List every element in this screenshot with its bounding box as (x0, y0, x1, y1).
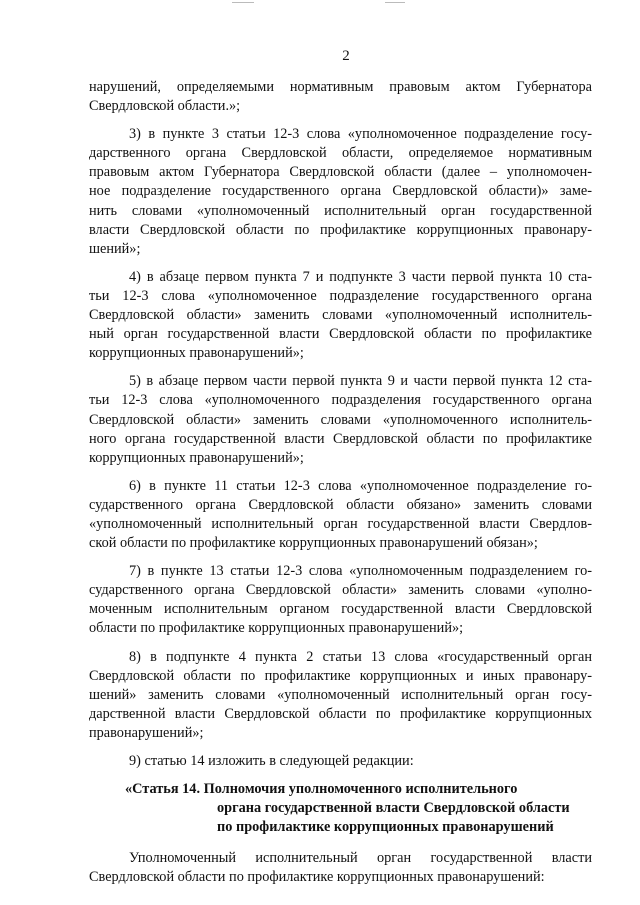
paragraph-line: ного органа государственной власти Свердловской области по профилактике (89, 430, 592, 447)
paragraph-line: 8) в подпункте 4 пункта 2 статьи 13 слова «государственный орган (129, 648, 592, 665)
document-paragraph (89, 125, 592, 259)
paragraph-line: Свердловской области по профилактике коррупционных и иных правонару- (89, 667, 592, 684)
article-heading-line-3: по профилактике коррупционных правонарушений (217, 819, 554, 836)
paragraph-line: Свердловской области» заменить словами «уполномоченный исполнитель- (89, 307, 592, 324)
paragraph-line: нарушений, определяемыми нормативным правовым актом Губернатора (89, 79, 592, 95)
paragraph-line: тьи 12-3 слова «уполномоченного подразделения государственного органа (89, 392, 592, 409)
paragraph-line: 4) в абзаце первом пункта 7 и подпункте 3 части первой пункта 10 ста- (129, 268, 592, 285)
paragraph-line: сударственного органа Свердловской области обязано» заменить словами (89, 496, 592, 513)
scan-artifact-mark (385, 2, 405, 3)
paragraph-line: тьи 12-3 слова «уполномоченное подразделение государственного органа (89, 287, 592, 304)
document-paragraph (89, 477, 592, 553)
paragraph-line: правовым актом Губернатора Свердловской области (далее – уполномочен- (89, 164, 592, 181)
paragraph-line: Свердловской области по профилактике коррупционных правонарушений: (89, 869, 545, 886)
document-paragraph (89, 752, 592, 771)
paragraph-line: дарственного органа Свердловской области, определяемое нормативным (89, 145, 592, 162)
paragraph-line: Свердловской области» заменить словами «уполномоченного исполнитель- (89, 411, 592, 428)
paragraph-line: коррупционных правонарушений»; (89, 345, 304, 362)
document-paragraph (89, 849, 592, 887)
paragraph-list (89, 78, 592, 771)
page-number: 2 (342, 48, 350, 64)
paragraph-line: сударственного органа Свердловской области» заменить словами «уполно- (89, 582, 592, 599)
article-heading-line-1: «Статья 14. Полномочия уполномоченного исполнительного (125, 781, 518, 798)
paragraph-line: 3) в пункте 3 статьи 12-3 слова «уполномоченное подразделение госу- (129, 126, 592, 143)
article-heading-line-2: органа государственной власти Свердловской области (217, 800, 570, 817)
paragraph-line: ской области по профилактике коррупционных правонарушений обязан»; (89, 535, 538, 552)
final-paragraph-container (89, 849, 592, 887)
paragraph-line: Свердловской области.»; (89, 98, 241, 115)
paragraph-line: «уполномоченный исполнительный орган государственной власти Свердлов- (89, 515, 592, 532)
paragraph-line: шений» заменить словами «уполномоченный исполнительный орган госу- (89, 686, 592, 703)
paragraph-line: ное подразделение государственного органа Свердловской области)» заме- (89, 183, 592, 200)
paragraph-line: моченным исполнительным органом государственной власти Свердловской (89, 601, 592, 618)
document-body (89, 78, 592, 897)
paragraph-line: 9) статью 14 изложить в следующей редакции: (129, 753, 414, 769)
paragraph-line: 5) в абзаце первом части первой пункта 9 и части первой пункта 12 ста- (129, 373, 592, 390)
paragraph-line: коррупционных правонарушений»; (89, 449, 304, 466)
paragraph-line: области по профилактике коррупционных правонарушений»; (89, 620, 464, 637)
document-paragraph (89, 78, 592, 116)
paragraph-line: шений»; (89, 240, 141, 257)
paragraph-line: дарственной власти Свердловской области по профилактике коррупционных (89, 705, 592, 722)
scan-artifact-mark (232, 2, 254, 3)
paragraph-line: нить словами «уполномоченный исполнительный орган государственной (89, 202, 592, 219)
paragraph-line: правонарушений»; (89, 724, 204, 741)
paragraph-line: 7) в пункте 13 статьи 12-3 слова «уполномоченным подразделением го- (129, 563, 592, 580)
document-paragraph (89, 268, 592, 363)
article-heading (89, 780, 592, 837)
paragraph-line: Уполномоченный исполнительный орган государственной власти (129, 850, 592, 867)
document-paragraph (89, 648, 592, 743)
paragraph-line: 6) в пункте 11 статьи 12-3 слова «уполномоченное подразделение го- (129, 477, 592, 494)
paragraph-line: власти Свердловской области по профилактике коррупционных правонару- (89, 221, 592, 238)
document-paragraph (89, 562, 592, 638)
document-paragraph (89, 372, 592, 467)
paragraph-line: ный орган государственной власти Свердловской области по профилактике (89, 326, 592, 343)
